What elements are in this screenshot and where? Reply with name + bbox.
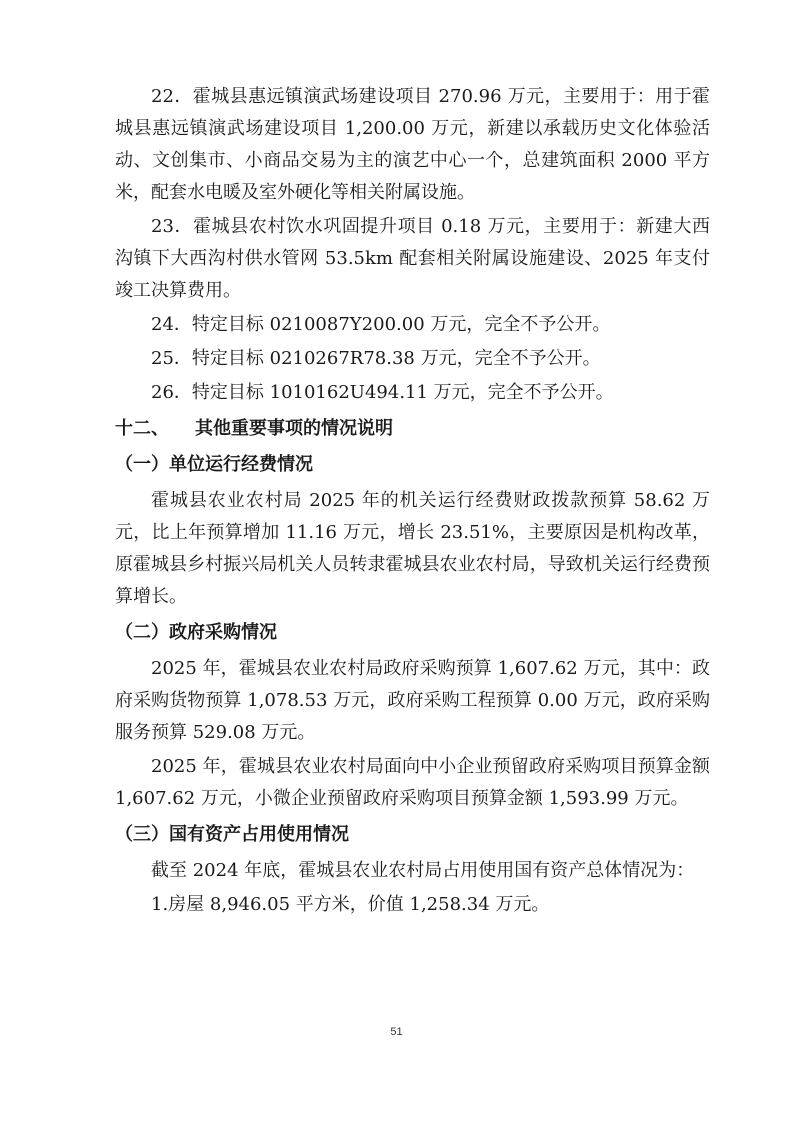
item-23: 23．霍城县农村饮水巩固提升项目 0.18 万元，主要用于：新建大西沟镇下大西沟村供水管网 53.5km 配套相关附属设施建设、2025 年支付竣工决算费用。: [115, 216, 710, 301]
page-number: 51: [390, 1026, 403, 1038]
item-24: 24．特定目标 0210087Y200.00 万元，完全不予公开。: [151, 314, 611, 335]
subsection-3-text-1: 截至 2024 年底，霍城县农业农村局占用使用国有资产总体情况为：: [151, 860, 695, 881]
item-26: 26．特定目标 1010162U494.11 万元，完全不予公开。: [151, 382, 614, 403]
subsection-2-heading: （二）政府采购情况: [115, 622, 277, 643]
subsection-3-text-2: 1.房屋 8,946.05 平方米，价值 1,258.34 万元。: [151, 894, 550, 915]
section-12-title: 其他重要事项的情况说明: [195, 418, 393, 439]
subsection-2-text-2: 2025 年，霍城县农业农村局面向中小企业预留政府采购项目预算金额 1,607.62 万元，小微企业预留政府采购项目预算金额 1,593.99 万元。: [115, 756, 710, 809]
subsection-1-text: 霍城县农业农村局 2025 年的机关运行经费财政拨款预算 58.62 万元，比上年预算增加 11.16 万元，增长 23.51%，主要原因是机构改革，原霍城县乡村振兴局机关人员转隶霍城县农业农村局，导致机关运行经费预算增长。: [115, 490, 710, 607]
subsection-2-text-1: 2025 年，霍城县农业农村局政府采购预算 1,607.62 万元，其中：政府采购货物预算 1,078.53 万元，政府采购工程预算 0.00 万元，政府采购服务预算 529.08 万元。: [115, 658, 710, 743]
subsection-1-heading: （一）单位运行经费情况: [115, 454, 313, 475]
item-22: 22．霍城县惠远镇演武场建设项目 270.96 万元，主要用于：用于霍城县惠远镇演武场建设项目 1,200.00 万元，新建以承载历史文化体验活动、文创集市、小商品交易为主的演艺中心一个，总建筑面积 2000 平方米，配套水电暖及室外硬化等相关附属设施。: [115, 86, 710, 203]
section-12-number: 十二、: [115, 418, 169, 439]
item-25: 25．特定目标 0210267R78.38 万元，完全不予公开。: [151, 348, 601, 369]
subsection-3-heading: （三）国有资产占用使用情况: [115, 824, 349, 845]
section-12-heading: [115, 413, 710, 445]
page-content: [115, 81, 710, 921]
